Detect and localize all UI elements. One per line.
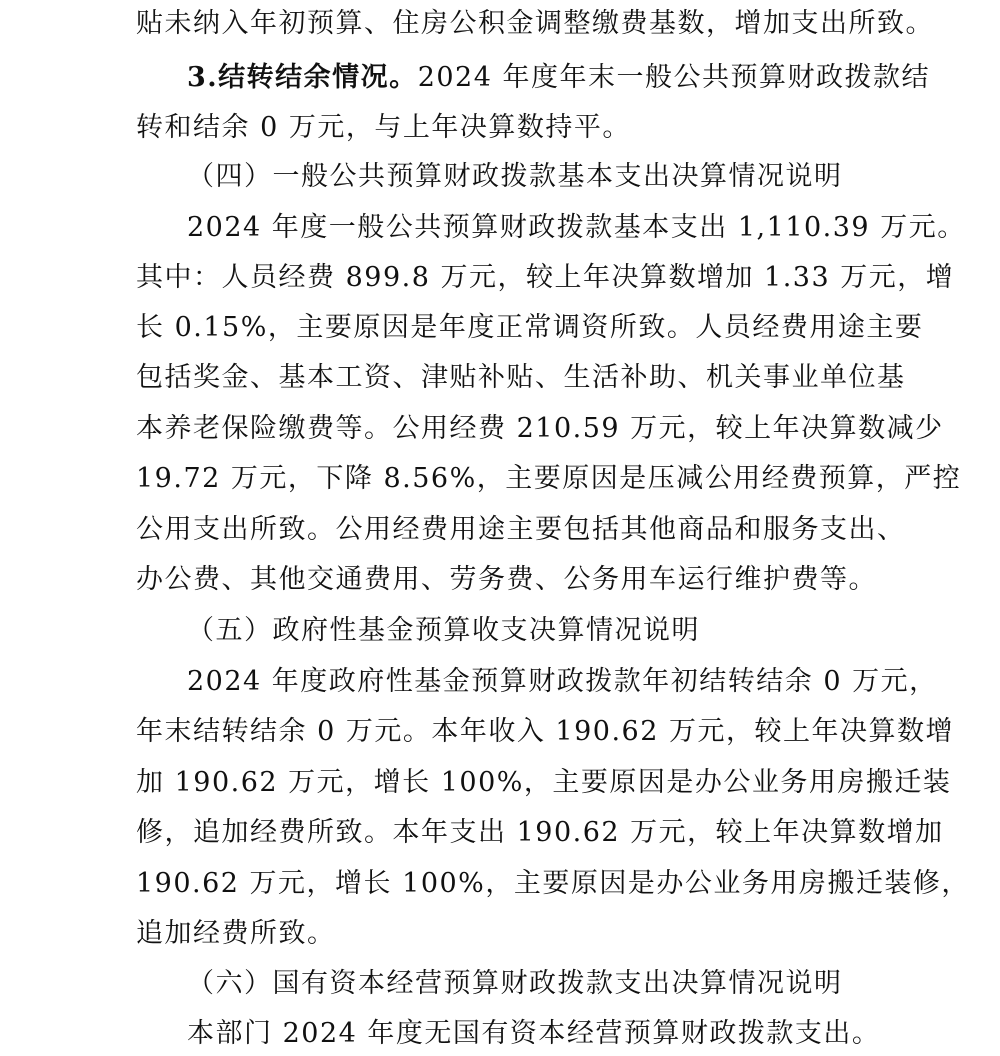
paragraph-line: 公用支出所致。公用经费用途主要包括其他商品和服务支出、 — [136, 514, 906, 545]
section-heading: （五）政府性基金预算收支决算情况说明 — [187, 615, 700, 646]
section-heading: （六）国有资本经营预算财政拨款支出决算情况说明 — [187, 968, 843, 999]
paragraph-line: 追加经费所致。 — [136, 918, 336, 949]
inline-text: 2024 年度年末一般公共预算财政拨款结 — [417, 62, 930, 93]
paragraph-line: 加 190.62 万元，增长 100%，主要原因是办公业务用房搬迁装 — [136, 767, 952, 798]
paragraph-line: 长 0.15%，主要原因是年度正常调资所致。人员经费用途主要 — [136, 312, 924, 343]
paragraph-line: 本养老保险缴费等。公用经费 210.59 万元，较上年决算数减少 — [136, 413, 944, 444]
section-heading: （四）一般公共预算财政拨款基本支出决算情况说明 — [187, 161, 843, 192]
paragraph-line: 修，追加经费所致。本年支出 190.62 万元，较上年决算数增加 — [136, 817, 944, 848]
paragraph-line: 办公费、其他交通费用、劳务费、公务用车运行维护费等。 — [136, 564, 877, 595]
paragraph-line: 贴未纳入年初预算、住房公积金调整缴费基数，增加支出所致。 — [136, 8, 934, 39]
paragraph-line — [187, 64, 930, 91]
paragraph-line: 本部门 2024 年度无国有资本经营预算财政拨款支出。 — [187, 1018, 881, 1049]
paragraph-line: 其中：人员经费 899.8 万元，较上年决算数增加 1.33 万元，增 — [136, 262, 955, 293]
paragraph-line: 190.62 万元，增长 100%，主要原因是办公业务用房搬迁装修， — [136, 868, 970, 899]
inline-heading: 3.结转结余情况。 — [187, 62, 418, 93]
paragraph-line: 2024 年度一般公共预算财政拨款基本支出 1,110.39 万元。 — [187, 212, 966, 243]
paragraph-line: 2024 年度政府性基金预算财政拨款年初结转结余 0 万元， — [187, 666, 938, 697]
paragraph-line: 包括奖金、基本工资、津贴补贴、生活补助、机关事业单位基 — [136, 362, 906, 393]
paragraph-line: 年末结转结余 0 万元。本年收入 190.62 万元，较上年决算数增 — [136, 716, 954, 747]
paragraph-line: 转和结余 0 万元，与上年决算数持平。 — [136, 112, 631, 143]
paragraph-line: 19.72 万元，下降 8.56%，主要原因是压减公用经费预算，严控 — [136, 463, 962, 494]
